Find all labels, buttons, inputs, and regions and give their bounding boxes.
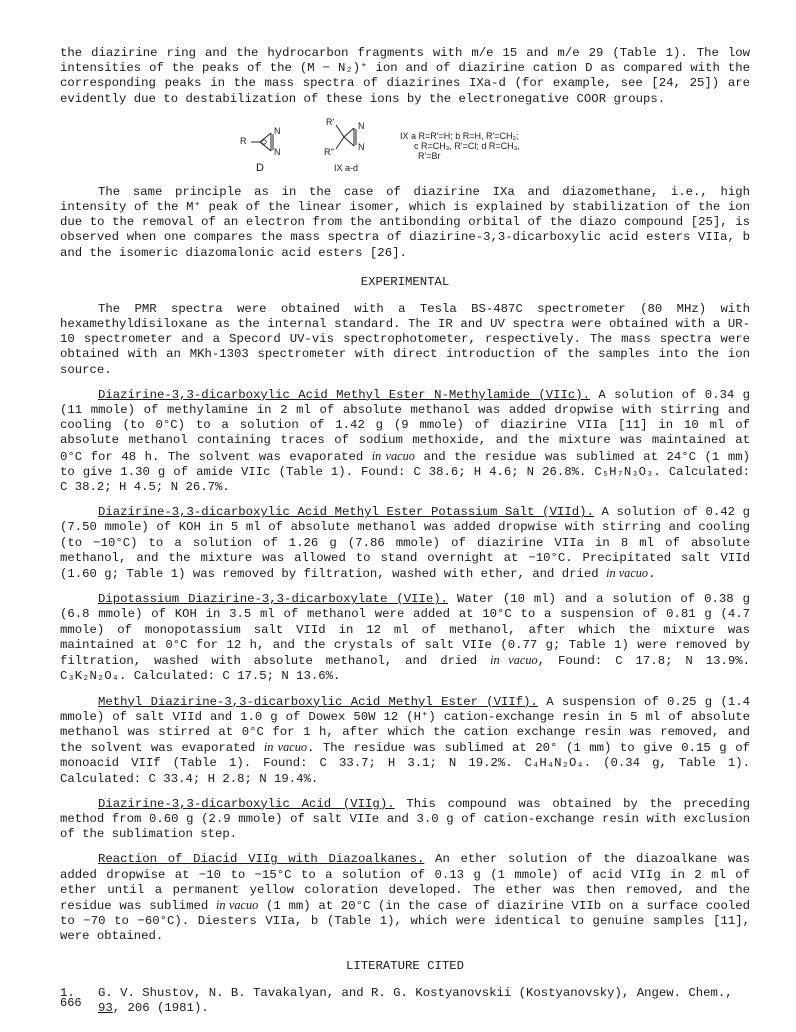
structure-d-n-bottom: N [274, 146, 281, 157]
reference-item [60, 986, 750, 1016]
procedure-diacid-text-1: An ether solution of the diazoalkane was added dropwise at −10 to −15°C to a solution of 0.13 g (1 mmole) of acid VIIg in 2 ml of ether until a permanent yellow coloration developed. The ether was then removed, and the residue was sublimed [60, 852, 750, 913]
procedure-viif-title: Methyl Diazirine-3,3-dicarboxylic Acid Methyl Ester (VIIf). [98, 694, 538, 709]
procedure-viic-text-1: A solution of 0.34 g (11 mmole) of methylamine in 2 ml of absolute methanol was added dropwise with stirring and cooling (to 0°C) to a solution of 1.42 g (9 mmole) of diazirine VIIa [11] in 10 ml of absolute methanol containing traces of sodium methoxide, and the mixture was maintained at 0°C for 48 h. The solvent was evaporated [60, 387, 750, 464]
procedure-viid-text-2: . [648, 567, 656, 582]
structure-ix-n-top: N [358, 120, 365, 131]
procedure-viie-text-2: , Found: C 17.8; N 13.9%. C₃K₂N₂O₄. Calculated: C 17.5; N 13.6%. [60, 654, 750, 684]
reference-text [98, 986, 750, 1016]
structure-d-n-top: N [274, 125, 281, 136]
intro-paragraph: the diazirine ring and the hydrocarbon fragments with m/e 15 and m/e 29 (Table 1). The low intensities of the peaks of the (M − N₂)⁺ ion and of diazirine cation D as compared with the corresponding peaks in the mass spectra of diazirines IXa-d (for example, see [24, 25]) are evidently due to destabilization of these ions by the electronegative COOR groups. [60, 46, 750, 106]
structure-d-r: R [240, 135, 247, 146]
procedure-viig-text-1: This compound was obtained by the preceding method from 0.60 g (2.9 mmole) of salt VIIe and 3.0 g of cation-exchange resin with exclusion of the sublimation step. [60, 796, 750, 842]
structure-d-label: D [256, 161, 264, 174]
structure-ix-n-bottom: N [358, 141, 365, 152]
procedure-viid-text-1: A solution of 0.42 g (7.50 mmole) of KOH in 5 ml of absolute methanol was added dropwise with stirring and cooling (to −10°C) to a solution of 1.26 g (7.86 mmole) of diazirine VIIa in 8 ml of absolute methanol, and the mixture was allowed to stand overnight at −10°C. Precipitated salt VIId (1.60 g; Table 1) was removed by filtration, washed with ether, and dried [60, 505, 750, 582]
page-number: 666 [60, 996, 82, 1010]
procedure-diacid-vacuo: in vacuo [215, 897, 259, 912]
reference-text-a: G. V. Shustov, N. B. Tavakalyan, and R. G. Kostyanovskii (Kostyanovsky), Angew. Chem., [98, 985, 733, 1000]
page-body [60, 46, 750, 1016]
legend-line-3: R'=Br [418, 150, 441, 161]
literature-heading: LITERATURE CITED [345, 958, 465, 973]
procedure-viie [60, 592, 750, 684]
structure-figures [60, 117, 750, 177]
experimental-heading: EXPERIMENTAL [360, 274, 450, 289]
procedure-viif-text-2: . The residue was sublimed at 20° (1 mm) to give 0.15 g of monoacid VIIf (Table 1). Found: C 33.7; H 3.1; N 19.2%. C₄H₄N₂O₄. (0.34 g, Table 1). Calculated: C 33.4; H 2.8; N 19.4%. [60, 741, 750, 786]
legend-line-2: c R=CH₃, R'=Cl; d R=CH₃, [414, 140, 520, 151]
reference-number: 1. [60, 985, 75, 1000]
structure-ix [322, 117, 382, 173]
procedure-viig-title: Diazirine-3,3-dicarboxylic Acid (VIIg). [98, 796, 395, 811]
procedure-viid [60, 505, 750, 582]
procedure-viig [60, 797, 750, 843]
paragraph-instruments: The PMR spectra were obtained with a Tesla BS-487C spectrometer (80 MHz) with hexamethyldisiloxane as the internal standard. The IR and UV spectra were obtained with a UR-10 spectrometer and a Specord UV-vis spectrophotometer, respectively. The mass spectra were obtained with an MKh-1303 spectrometer with direct introduction of the samples into the ion source. [60, 301, 750, 377]
reference-text-b: , 206 (1981). [112, 1000, 209, 1015]
structure-d [240, 125, 290, 174]
structure-ix-r2: R'' [324, 146, 334, 157]
reference-volume: 93 [98, 1000, 113, 1015]
procedure-viie-vacuo: in vacuo [490, 653, 538, 668]
procedure-diacid-title: Reaction of Diacid VIIg with Diazoalkanes. [98, 852, 425, 867]
procedure-diacid [60, 852, 750, 944]
procedure-viif [60, 695, 750, 787]
procedure-viif-text-1: A suspension of 0.25 g (1.4 mmole) of salt VIId and 1.0 g of Dowex 50W 12 (H⁺) cation-exchange resin in 5 ml of absolute methanol was stirred at 0°C for 1 h, after which the cation exchange resin was removed, and the solvent was evaporated [60, 694, 750, 756]
procedure-viie-text-1: Water (10 ml) and a solution of 0.38 g (6.8 mmole) of KOH in 3.5 ml of methanol were added at 10°C to a suspension of 0.81 g (4.7 mmole) of monopotassium salt VIId in 12 ml of methanol, after which the mixture was maintained at 0°C for 12 h, and the crystals of salt VIIe (0.77 g; Table 1) were removed by filtration, washed with absolute methanol, and dried [60, 592, 750, 669]
structure-legend [400, 131, 600, 161]
paragraph-same-principle: The same principle as in the case of diazirine IXa and diazomethane, i.e., high intensity of the M⁺ peak of the linear isomer, which is explained by stabilization of the ion due to the removal of an electron from the antibonding orbital of the diazo compound [25], is observed when one compares the mass spectra of diazirine-3,3-dicarboxylic acid esters VIIa, b and the isomeric diazomalonic acid esters [26]. [60, 184, 750, 260]
procedure-viic [60, 388, 750, 495]
procedure-viid-vacuo: in vacuo [606, 566, 649, 581]
procedure-viif-vacuo: in vacuo [263, 740, 308, 755]
procedure-viic-title: Diazirine-3,3-dicarboxylic Acid Methyl Ester N-Methylamide (VIIc). [98, 387, 591, 402]
procedure-viie-title: Dipotassium Diazirine-3,3-dicarboxylate (VIIe). [98, 592, 448, 607]
procedure-viic-vacuo: in vacuo [371, 448, 415, 463]
legend-line-1: IX a R=R'=H; b R=H, R'=CH₂; [400, 130, 519, 141]
procedure-diacid-text-2: (1 mm) at 20°C (in the case of diazirine VIIb on a surface cooled to −70 to −60°C). Diesters VIIa, b (Table 1), which were identical to genuine samples [11], were obtained. [60, 898, 750, 944]
structure-ix-r1: R' [326, 116, 335, 127]
procedure-viic-text-2: and the residue was sublimed at 24°C (1 mm) to give 1.30 g of amide VIIc (Table 1). Found: C 38.6; H 4.6; N 26.8%. C₅H₇N₃O₃. Calculated: C 38.2; H 4.5; N 26.7%. [60, 449, 750, 495]
structure-d-drawing [240, 125, 290, 159]
procedure-viid-title: Diazirine-3,3-dicarboxylic Acid Methyl Ester Potassium Salt (VIId). [98, 505, 594, 520]
structure-ix-label: IX a-d [334, 162, 359, 173]
